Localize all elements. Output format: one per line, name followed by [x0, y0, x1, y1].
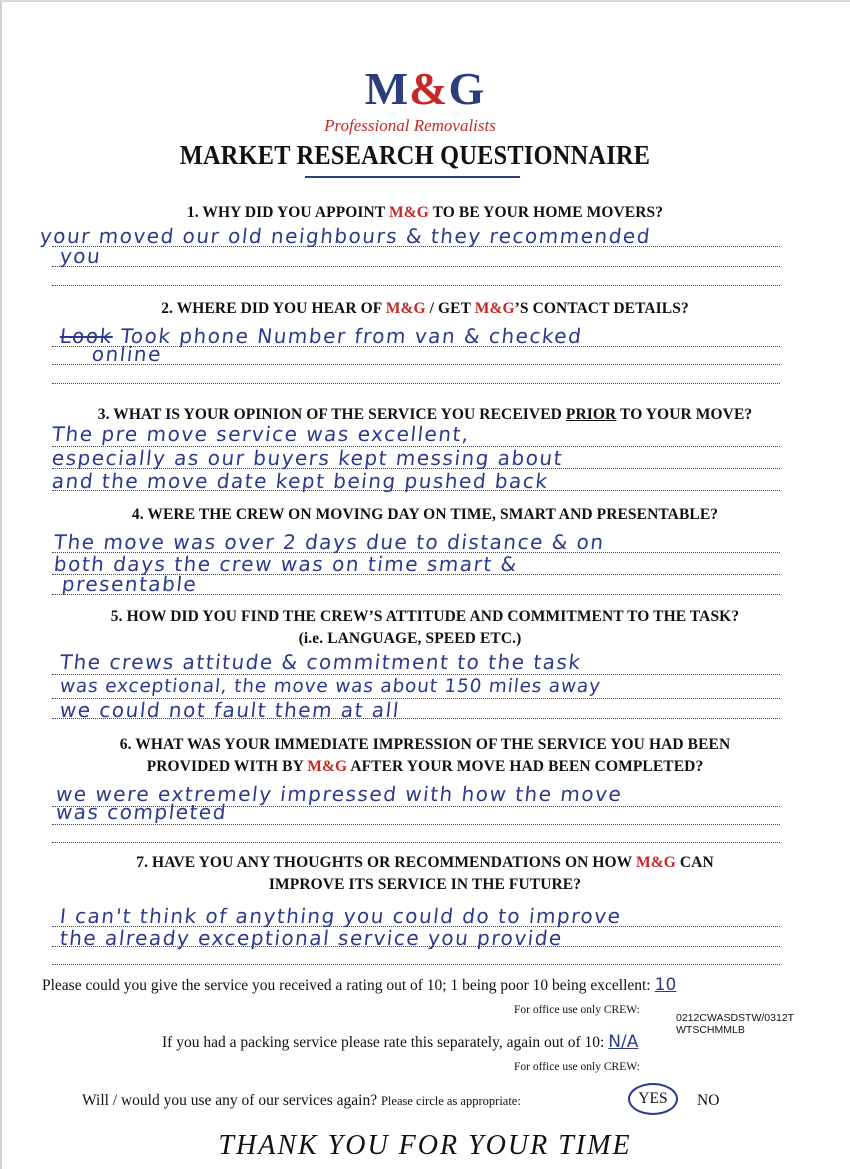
use-again-question: Will / would you use any of our services again? Please circle as appropriate:: [82, 1092, 521, 1109]
answer-7-line-1: I can't think of anything you could do to improve: [58, 904, 623, 928]
answer-2-struck-word: Look: [58, 324, 115, 348]
question-6: 6. WHAT WAS YOUR IMMEDIATE IMPRESSION OF THE SERVICE YOU HAD BEEN PROVIDED WITH BY M&G AFTER YOUR MOVE HAD BEEN COMPLETED?: [119, 736, 731, 775]
answer-line: [52, 266, 780, 267]
answer-1-line-1: your moved our old neighbours & they recommended: [38, 224, 653, 248]
no-option: NO: [697, 1092, 720, 1109]
question-4: 4. WERE THE CREW ON MOVING DAY ON TIME, SMART AND PRESENTABLE?: [131, 506, 719, 523]
answer-2-line-1: Look Took phone Number from van & checked: [58, 324, 584, 348]
question-7: 7. HAVE YOU ANY THOUGHTS OR RECOMMENDATIONS ON HOW M&G CAN IMPROVE ITS SERVICE IN THE FUTURE?: [136, 854, 714, 893]
answer-5-line-3: we could not fault them at all: [58, 698, 402, 722]
packing-value: N/A: [608, 1032, 639, 1052]
thank-you-footer: THANK YOU FOR YOUR TIME: [218, 1130, 632, 1161]
question-3: 3. WHAT IS YOUR OPINION OF THE SERVICE YOU RECEIVED PRIOR TO YOUR MOVE?: [97, 406, 753, 423]
answer-line: [52, 674, 780, 675]
answer-7-line-2: the already exceptional service you provide: [58, 926, 565, 950]
answer-6-line-2: was completed: [54, 800, 229, 824]
answer-line: [52, 946, 780, 947]
company-logo: M&G: [364, 63, 486, 114]
packing-question: If you had a packing service please rate this separately, again out of 10: N/A: [162, 1032, 639, 1052]
answer-line: [52, 964, 780, 965]
answer-5-line-1: The crews attitude & commitment to the task: [58, 650, 583, 674]
answer-4-line-1: The move was over 2 days due to distance & on: [52, 530, 606, 554]
answer-line: [52, 364, 780, 365]
answer-line: [52, 285, 780, 286]
answer-line: [52, 246, 780, 247]
answer-line: [52, 383, 780, 384]
answer-line: [52, 594, 780, 595]
title-underline: [305, 176, 520, 178]
office-use-label-2: For office use only CREW:: [514, 1061, 640, 1073]
question-1: 1. WHY DID YOU APPOINT M&G TO BE YOUR HOME MOVERS?: [186, 204, 664, 221]
office-use-label: For office use only CREW:: [514, 1004, 640, 1016]
question-2: 2. WHERE DID YOU HEAR OF M&G / GET M&G’S CONTACT DETAILS?: [161, 300, 689, 317]
office-crew-code: 0212CWASDSTW/0312T WTSCHMMLB: [676, 1012, 795, 1036]
answer-line: [52, 842, 780, 843]
answer-3-line-3: and the move date kept being pushed back: [50, 469, 550, 493]
yes-option-circled: YES: [628, 1083, 678, 1115]
page-title: MARKET RESEARCH QUESTIONNAIRE: [179, 140, 651, 170]
answer-3-line-2: especially as our buyers kept messing about: [50, 446, 565, 470]
company-tagline: Professional Removalists: [324, 116, 496, 135]
answer-line: [52, 718, 780, 719]
answer-line: [52, 490, 780, 491]
answer-4-line-3: presentable: [60, 572, 199, 596]
answer-5-line-2: was exceptional, the move was about 150 miles away: [58, 676, 602, 697]
answer-1-line-2: you: [58, 244, 103, 268]
rating-value: 10: [654, 975, 677, 995]
answer-4-line-2: both days the crew was on time smart &: [52, 552, 519, 576]
answer-3-line-1: The pre move service was excellent,: [50, 422, 472, 446]
answer-2-line-2: online: [90, 342, 164, 366]
answer-6-line-1: we were extremely impressed with how the move: [54, 782, 624, 806]
answer-line: [52, 824, 780, 825]
question-5: 5. HOW DID YOU FIND THE CREW’S ATTITUDE AND COMMITMENT TO THE TASK? (i.e. LANGUAGE, SPEED ETC.): [110, 608, 740, 647]
rating-question: Please could you give the service you received a rating out of 10; 1 being poor 10 being excellent: 10: [42, 975, 677, 995]
